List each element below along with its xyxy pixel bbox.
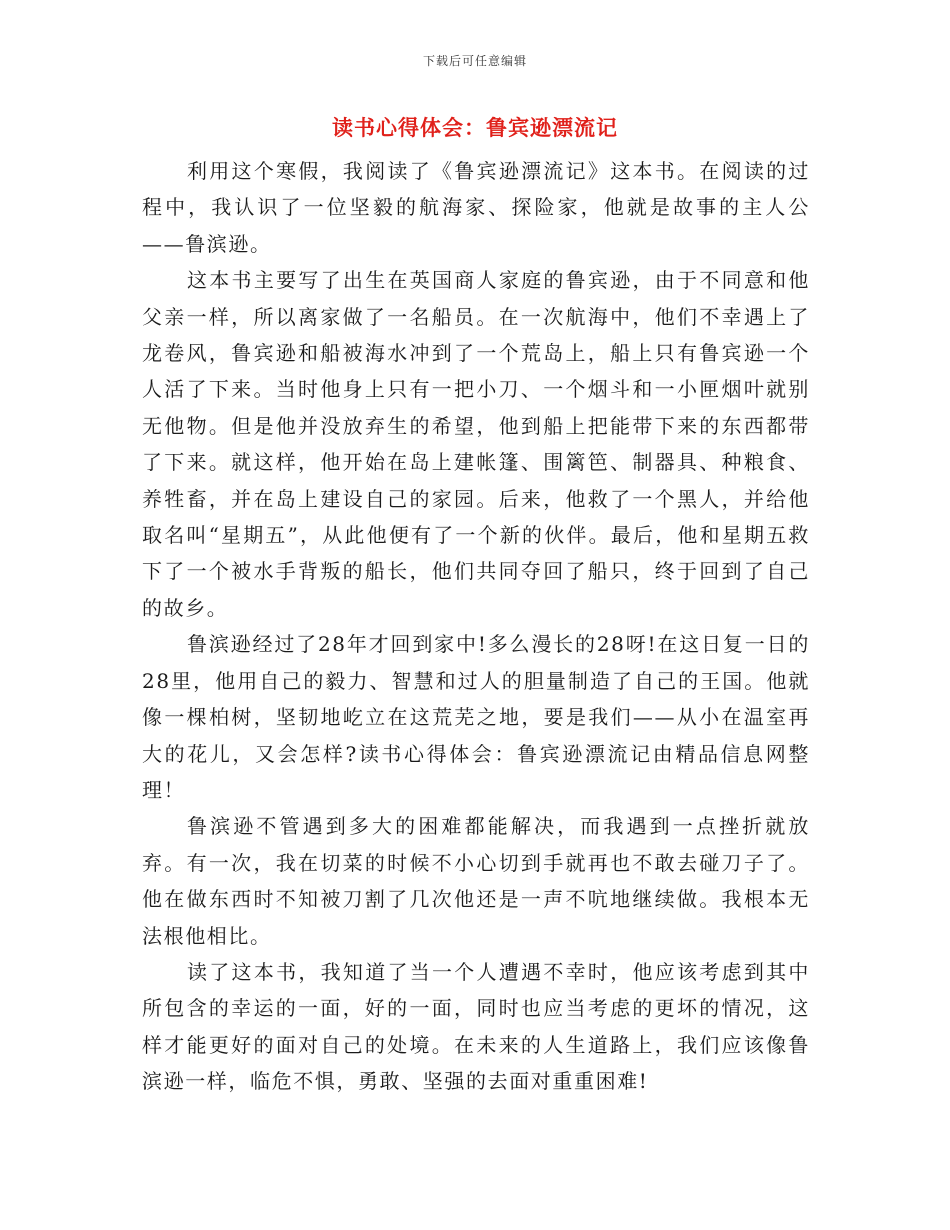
paragraph-2: 这本书主要写了出生在英国商人家庭的鲁宾逊，由于不同意和他父亲一样，所以离家做了一名船员。在一次航海中，他们不幸遇上了龙卷风，鲁宾逊和船被海水冲到了一个荒岛上，船上只有鲁宾逊一个人活了下来。当时他身上只有一把小刀、一个烟斗和一小匣烟叶就别无他物。但是他并没放弃生的希望，他到船上把能带下来的东西都带了下来。就这样，他开始在岛上建帐篷、围篱笆、制器具、种粮食、养牲畜，并在岛上建设自己的家园。后来，他救了一个黑人，并给他取名叫“星期五”，从此他便有了一个新的伙伴。最后，他和星期五救下了一个被水手背叛的船长，他们共同夺回了船只，终于回到了自己的故乡。 bbox=[142, 268, 810, 620]
paragraph-1: 利用这个寒假，我阅读了《鲁宾逊漂流记》这本书。在阅读的过程中，我认识了一位坚毅的航海家、探险家，他就是故事的主人公——鲁滨逊。 bbox=[142, 159, 810, 256]
paragraph-4: 鲁滨逊不管遇到多大的困难都能解决，而我遇到一点挫折就放弃。有一次，我在切菜的时候不小心切到手就再也不敢去碰刀子了。他在做东西时不知被刀割了几次他还是一声不吭地继续做。我根本无法根他相比。 bbox=[142, 814, 810, 948]
document-body bbox=[142, 153, 810, 1100]
document-title: 读书心得体会：鲁宾逊漂流记 bbox=[332, 115, 618, 140]
header-note: 下载后可任意编辑 bbox=[422, 54, 527, 68]
paragraph-5: 读了这本书，我知道了当一个人遭遇不幸时，他应该考虑到其中所包含的幸运的一面，好的一面，同时也应当考虑的更坏的情况，这样才能更好的面对自己的处境。在未来的人生道路上，我们应该像鲁滨逊一样，临危不惧，勇敢、坚强的去面对重重困难! bbox=[142, 959, 810, 1094]
paragraph-3: 鲁滨逊经过了28年才回到家中!多么漫长的28呀!在这日复一日的28里，他用自己的毅力、智慧和过人的胆量制造了自己的王国。他就像一棵柏树，坚韧地屹立在这荒芜之地，要是我们——从小在温室再大的花儿，又会怎样?读书心得体会：鲁宾逊漂流记由精品信息网整理！ bbox=[142, 632, 810, 802]
